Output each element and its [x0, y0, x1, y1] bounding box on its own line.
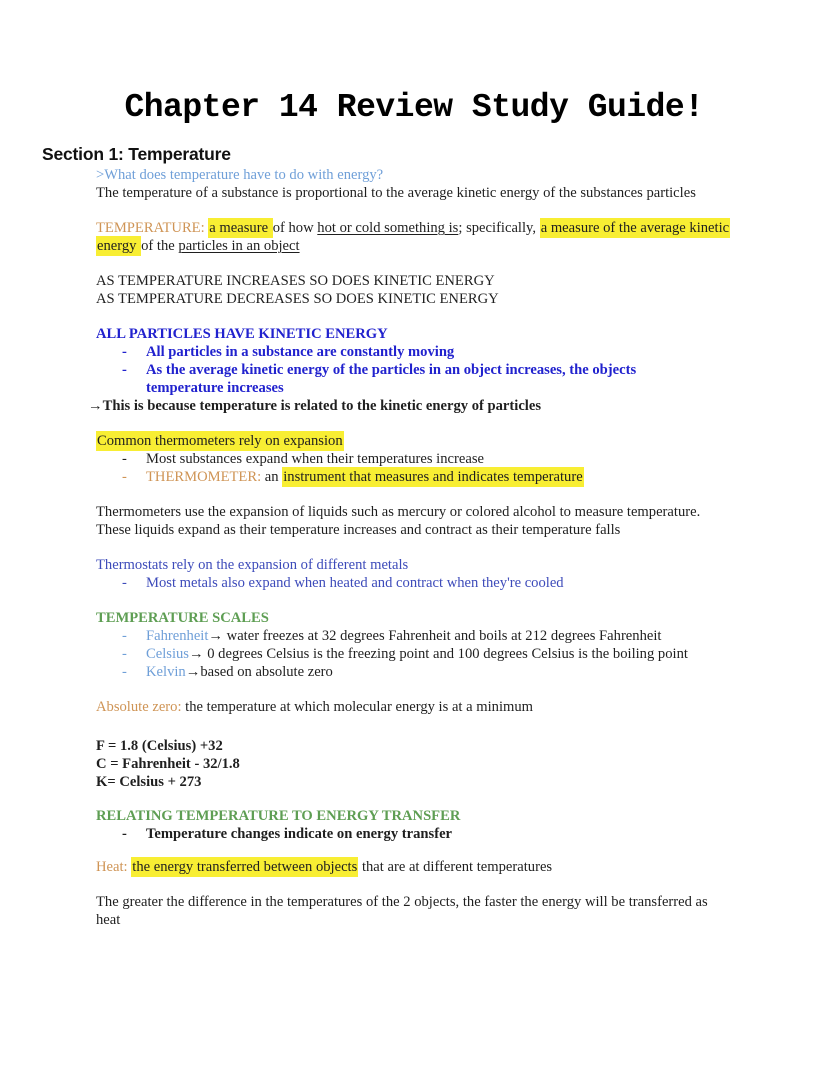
line-spacer	[0, 415, 828, 432]
text-run: ALL PARTICLES HAVE KINETIC ENERGY	[96, 326, 388, 342]
text-run: a measure of the average kinetic	[540, 220, 730, 236]
line-spacer	[0, 681, 828, 698]
text-run: Fahrenheit	[146, 628, 209, 644]
bullet-dash: -	[122, 362, 127, 378]
doc-line	[96, 290, 828, 308]
text-run: Most metals also expand when heated and contract when they're cooled	[146, 575, 564, 591]
doc-line	[96, 911, 828, 929]
bullet-dash: -	[122, 469, 127, 485]
text-run: heat	[96, 912, 121, 928]
text-run: C = Fahrenheit - 32/1.8	[96, 756, 240, 772]
doc-line	[96, 503, 828, 521]
bullet-line	[122, 645, 828, 663]
text-run: AS TEMPERATURE INCREASES SO DOES KINETIC ENERGY	[96, 273, 495, 289]
doc-line	[96, 556, 828, 574]
text-run: The temperature of a substance is proportional to the average kinetic energy of the substances particles	[96, 185, 696, 201]
text-run: that are at different temperatures	[358, 859, 553, 875]
line-spacer	[0, 202, 828, 219]
text-run: Celsius	[146, 646, 189, 662]
text-run: the energy transferred between objects	[132, 859, 358, 875]
doc-line	[96, 755, 828, 773]
line-spacer	[0, 592, 828, 609]
text-run: Heat:	[96, 859, 132, 875]
section-heading: Section 1: Temperature	[42, 144, 231, 164]
doc-line	[96, 166, 828, 184]
bullet-line	[122, 361, 828, 379]
doc-line	[96, 325, 828, 343]
bullet-dash: -	[122, 628, 127, 644]
doc-line	[96, 432, 828, 450]
bullet-dash: -	[122, 451, 127, 467]
line-spacer	[0, 791, 828, 807]
text-run: RELATING TEMPERATURE TO ENERGY TRANSFER	[96, 808, 461, 824]
bullet-line	[122, 574, 828, 592]
text-run: Thermostats rely on the expansion of different metals	[96, 557, 409, 573]
bullet-dash: -	[122, 646, 127, 662]
bullet-line	[122, 468, 828, 486]
text-run: >What does temperature have to do with energy?	[96, 167, 384, 183]
doc-line	[96, 521, 828, 539]
doc-line	[96, 893, 828, 911]
doc-line	[96, 858, 828, 876]
text-run: Kelvin	[146, 664, 186, 680]
bullet-dash: -	[122, 664, 127, 680]
doc-line	[96, 219, 828, 237]
doc-line	[146, 379, 828, 397]
text-run: TEMPERATURE:	[96, 220, 209, 236]
document-title: Chapter 14 Review Study Guide!	[124, 89, 704, 126]
line-spacer	[0, 843, 828, 858]
text-run: → 0 degrees Celsius is the freezing point and 100 degrees Celsius is the boiling point	[188, 646, 688, 662]
line-spacer	[0, 539, 828, 556]
doc-line	[96, 237, 828, 255]
document-body	[0, 166, 828, 929]
line-spacer	[0, 716, 828, 737]
bullet-line	[122, 450, 828, 468]
line-spacer	[0, 876, 828, 893]
text-run: of how	[272, 220, 318, 236]
text-run: Temperature changes indicate on energy transfer	[146, 826, 453, 842]
bullet-dash: -	[122, 344, 127, 360]
text-run: → water freezes at 32 degrees Fahrenheit and boils at 212 degrees Fahrenheit	[208, 628, 662, 644]
line-spacer	[0, 486, 828, 503]
bullet-line	[122, 627, 828, 645]
doc-line	[96, 184, 828, 202]
text-run: energy	[97, 238, 141, 254]
doc-line	[96, 698, 828, 716]
doc-line	[96, 272, 828, 290]
text-run: hot or cold something is	[317, 220, 459, 236]
doc-line	[96, 807, 828, 825]
text-run: These liquids expand as their temperature increases and contract as their temperature falls	[96, 522, 621, 538]
text-run: AS TEMPERATURE DECREASES SO DOES KINETIC ENERGY	[96, 291, 499, 307]
text-run: TEMPERATURE SCALES	[96, 610, 269, 626]
text-run: →This is because temperature is related to the kinetic energy of particles	[88, 398, 542, 414]
text-run: Common thermometers rely on expansion	[97, 433, 343, 449]
text-run: THERMOMETER:	[146, 469, 265, 485]
text-run: the temperature at which molecular energy is at a minimum	[185, 699, 534, 715]
text-run: particles in an object	[178, 238, 300, 254]
text-run: Most substances expand when their temperatures increase	[146, 451, 484, 467]
bullet-dash: -	[122, 826, 127, 842]
text-run: of the	[141, 238, 179, 254]
text-run: As the average kinetic energy of the particles in an object increases, the objects	[146, 362, 637, 378]
text-run: instrument that measures and indicates temperature	[283, 469, 583, 485]
bullet-line	[122, 825, 828, 843]
text-run: a measure	[209, 220, 272, 236]
text-run: K= Celsius + 273	[96, 774, 202, 790]
line-spacer	[0, 255, 828, 272]
text-run: Thermometers use the expansion of liquids such as mercury or colored alcohol to measure temperature.	[96, 504, 701, 520]
text-run: an	[264, 469, 283, 485]
text-run: The greater the difference in the temperatures of the 2 objects, the faster the energy will be transferred as	[96, 894, 708, 910]
text-run: F = 1.8 (Celsius) +32	[96, 738, 223, 754]
text-run: Absolute zero:	[96, 699, 186, 715]
line-spacer	[0, 308, 828, 325]
doc-line	[88, 397, 828, 415]
text-run: ; specifically,	[458, 220, 540, 236]
doc-line	[96, 773, 828, 791]
text-run: temperature increases	[146, 380, 284, 396]
text-run: →based on absolute zero	[185, 664, 333, 680]
bullet-dash: -	[122, 575, 127, 591]
text-run: All particles in a substance are constantly moving	[146, 344, 455, 360]
doc-line	[96, 609, 828, 627]
bullet-line	[122, 343, 828, 361]
doc-line	[96, 737, 828, 755]
bullet-line	[122, 663, 828, 681]
